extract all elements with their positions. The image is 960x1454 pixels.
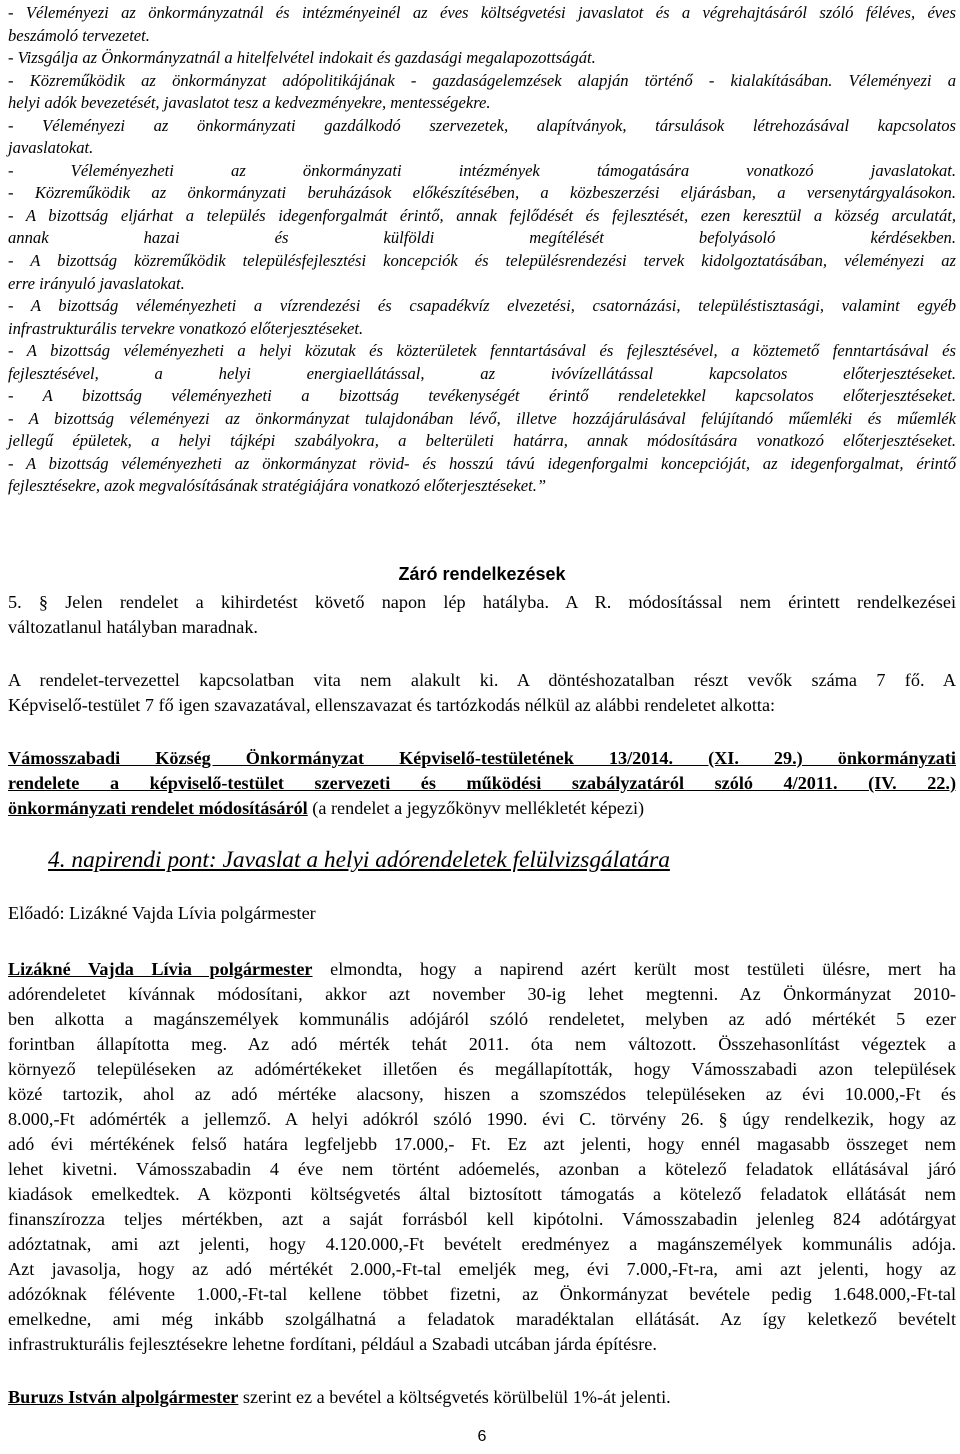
duty-line: - Közreműködik az önkormányzati beruházások előkészítésében, a közbeszerzési eljárásban, a versenytárgyalásokon. (8, 183, 956, 203)
speech-line: emelkedne, ami még inkább szolgálhatná a feladatok maradéktalan ellátását. Az így keletkező bevételt (8, 1309, 956, 1329)
debate-line: A rendelet-tervezettel kapcsolatban vita nem alakult ki. A döntéshozatalban részt vevők száma 7 fő. A (8, 670, 956, 690)
speech-line: adó évi mértékének felső határa legfeljebb 17.000,- Ft. Ez azt jelenti, hogy ennél magasabb összeget nem (8, 1134, 956, 1154)
duty-line: - Közreműködik az önkormányzat adópolitikájának - gazdaságelemzések alapján történő - kialakításában. Véleményezi a (8, 70, 956, 90)
speech-line: adórendeletet kívánnak módosítani, akkor azt november 30-ig lehet megtenni. Az Önkormányzat 2010- (8, 984, 956, 1004)
speaker-name: Buruzs István alpolgármester (8, 1387, 239, 1407)
speech-text: szerint ez a bevétel a költségvetés körülbelül 1%-át jelenti. (238, 1387, 671, 1407)
decree-title-line: Vámosszabadi Község Önkormányzat Képviselő-testületének 13/2014. (XI. 29.) önkormányzati (8, 748, 956, 768)
decree-title-line: rendelete a képviselő-testület szervezeti és működési szabályzatáról szóló 4/2011. (IV. 22.) (8, 773, 956, 793)
duty-line: jellegű épületek, a helyi tájképi szabályokra, a belterületi határra, annak módosítására vonatkozó előterjesztéseket. (8, 431, 956, 451)
speech-line (8, 1387, 956, 1408)
duty-line: - A bizottság véleményezi az önkormányzat tulajdonában lévő, illetve hozzájárulásával felújítandó műemléki és műemlék (8, 408, 956, 428)
speech-text: elmondta, hogy a napirend azért került most testületi ülésre, mert ha (312, 959, 956, 979)
speech-line: Azt javasolja, hogy az adó mértékét 2.000,-Ft-tal emeljék meg, évi 7.000,-Ft-ra, ami azt jelenti, hogy az (8, 1259, 956, 1279)
duty-line: - A bizottság eljárhat a település idegenforgalmát érintő, annak fejlődését és fejlesztését, ezen keresztül a község arculatát, (8, 205, 956, 225)
debate-line: Képviselő-testület 7 fő igen szavazatával, ellenszavazat és tartózkodás nélkül az alábbi rendeletet alkotta: (8, 695, 776, 715)
duty-line: - A bizottság közreműködik településfejlesztési koncepciók és településrendezési tervek kidolgoztatásában, véleményezi az (8, 251, 956, 271)
presenter-line: Előadó: Lizákné Vajda Lívia polgármester (8, 903, 316, 923)
committee-duties-list (8, 2, 956, 498)
duty-line: helyi adók bevezetését, javaslatot tesz a kedvezményekre, mentességekre. (8, 93, 491, 113)
duty-line: - Vizsgálja az Önkormányzatnál a hitelfelvétel indokait és gazdasági megalapozottságát. (8, 48, 596, 68)
speech-line: finanszírozza teljes mértékben, azt a saját forrásból kell kipótolni. Vámosszabadin jelenleg 824 adótárgyat (8, 1209, 956, 1229)
section-5-line: 5. § Jelen rendelet a kihirdetést követő napon lép hatályba. A R. módosítással nem érintett rendelkezései (8, 592, 956, 612)
speech-line: infrastrukturális fejlesztésekre lehetne fordítani, például a Szabadi utcában járda építésre. (8, 1334, 657, 1354)
speech-line: adózóknak félévente 1.000,-Ft-tal kellene többet fizetni, az Önkormányzat bevétele pedig 1.648.000,-Ft-tal (8, 1284, 956, 1304)
decree-title-end: önkormányzati rendelet módosításáról (8, 798, 308, 818)
speech-line: környező településeken az adómértékeket illetően és megállapították, hogy Vámosszabadi azon települések (8, 1059, 956, 1079)
speech-line: közé tartozik, ahol az adó mértéke alacsony, hiszen a szomszédos településeken az évi 10.000,-Ft és (8, 1084, 956, 1104)
speech-line: lehet kivetni. Vámosszabadin 4 éve nem történt adóemelés, azonban a kötelező feladatok ellátásával járó (8, 1159, 956, 1179)
duty-line: infrastrukturális tervekre vonatkozó előterjesztéseket. (8, 318, 364, 338)
speech-line: adóztatnak, ami azt jelenti, hogy 4.120.000,-Ft bevételt eredményez a magánszemélyek kommunális adója. (8, 1234, 956, 1254)
decree-note: (a rendelet a jegyzőkönyv mellékletét képezi) (307, 798, 645, 818)
duty-line: - Véleményezi az önkormányzati gazdálkodó szervezetek, alapítványok, társulások létrehozásával kapcsolatos (8, 115, 956, 135)
duty-line: fejlesztésével, a helyi energiaellátással, az ivóvízellátással kapcsolatos előterjesztéseket. (8, 363, 956, 383)
duty-line: - A bizottság véleményezheti a vízrendezési és csapadékvíz elvezetési, csatornázási, településtisztasági, valamint egyéb (8, 296, 956, 316)
agenda-item-title: 4. napirendi pont: Javaslat a helyi adórendeletek felülvizsgálatára (48, 847, 670, 873)
speaker-name: Lizákné Vajda Lívia polgármester (8, 959, 313, 979)
speech-line: 8.000,-Ft adómérték a jellemző. A helyi adókról szóló 1990. évi C. törvény 26. § úgy rendelkezik, hogy az (8, 1109, 956, 1129)
speech-line: kiadások emelkedtek. A központi költségvetés által biztosított támogatás a kötelező feladatok ellátását nem (8, 1184, 956, 1204)
duty-line: erre irányuló javaslatokat. (8, 273, 185, 293)
duty-line: - Véleményezi az önkormányzatnál és intézményeinél az éves költségvetési javaslatot és a végrehajtásáról szóló féléves, éves (8, 3, 956, 22)
speech-line (8, 959, 956, 980)
section-5-line: változatlanul hatályban maradnak. (8, 617, 258, 637)
duty-line: - A bizottság véleményezheti az önkormányzat rövid- és hosszú távú idegenforgalmi koncepcióját, az idegenforgalmat, érintő (8, 453, 956, 473)
duty-line: javaslatokat. (8, 138, 94, 158)
speech-line: ben alkotta a magánszemélyek kommunális adójáról szóló rendeletet, melyben az adó mértékét 5 ezer (8, 1009, 956, 1029)
duty-line: - A bizottság véleményezheti a helyi közutak és közterületek fenntartásával és fejlesztésével, a köztemető fenntartásával és (8, 341, 956, 361)
duty-line: - A bizottság véleményezheti a bizottság tevékenységét érintő rendeletekkel kapcsolatos előterjesztéseket. (8, 386, 956, 406)
duty-line: fejlesztésekre, azok megvalósításának stratégiájára vonatkozó előterjesztéseket.” (8, 476, 547, 496)
duty-line: - Véleményezheti az önkormányzati intézmények támogatására vonatkozó javaslatokat. (8, 160, 956, 180)
decree-title-line (8, 798, 956, 819)
speech-line: forintban állapította meg. Az adó mérték tehát 2011. óta nem változott. Összehasonlítást végeztek a (8, 1034, 956, 1054)
closing-provisions-heading: Záró rendelkezések (398, 564, 566, 584)
page-number: 6 (477, 1428, 487, 1445)
duty-line: beszámoló tervezetet. (8, 25, 150, 45)
document-page (8, 0, 956, 1454)
duty-line: annak hazai és külföldi megítélését befolyásoló kérdésekben. (8, 228, 956, 248)
